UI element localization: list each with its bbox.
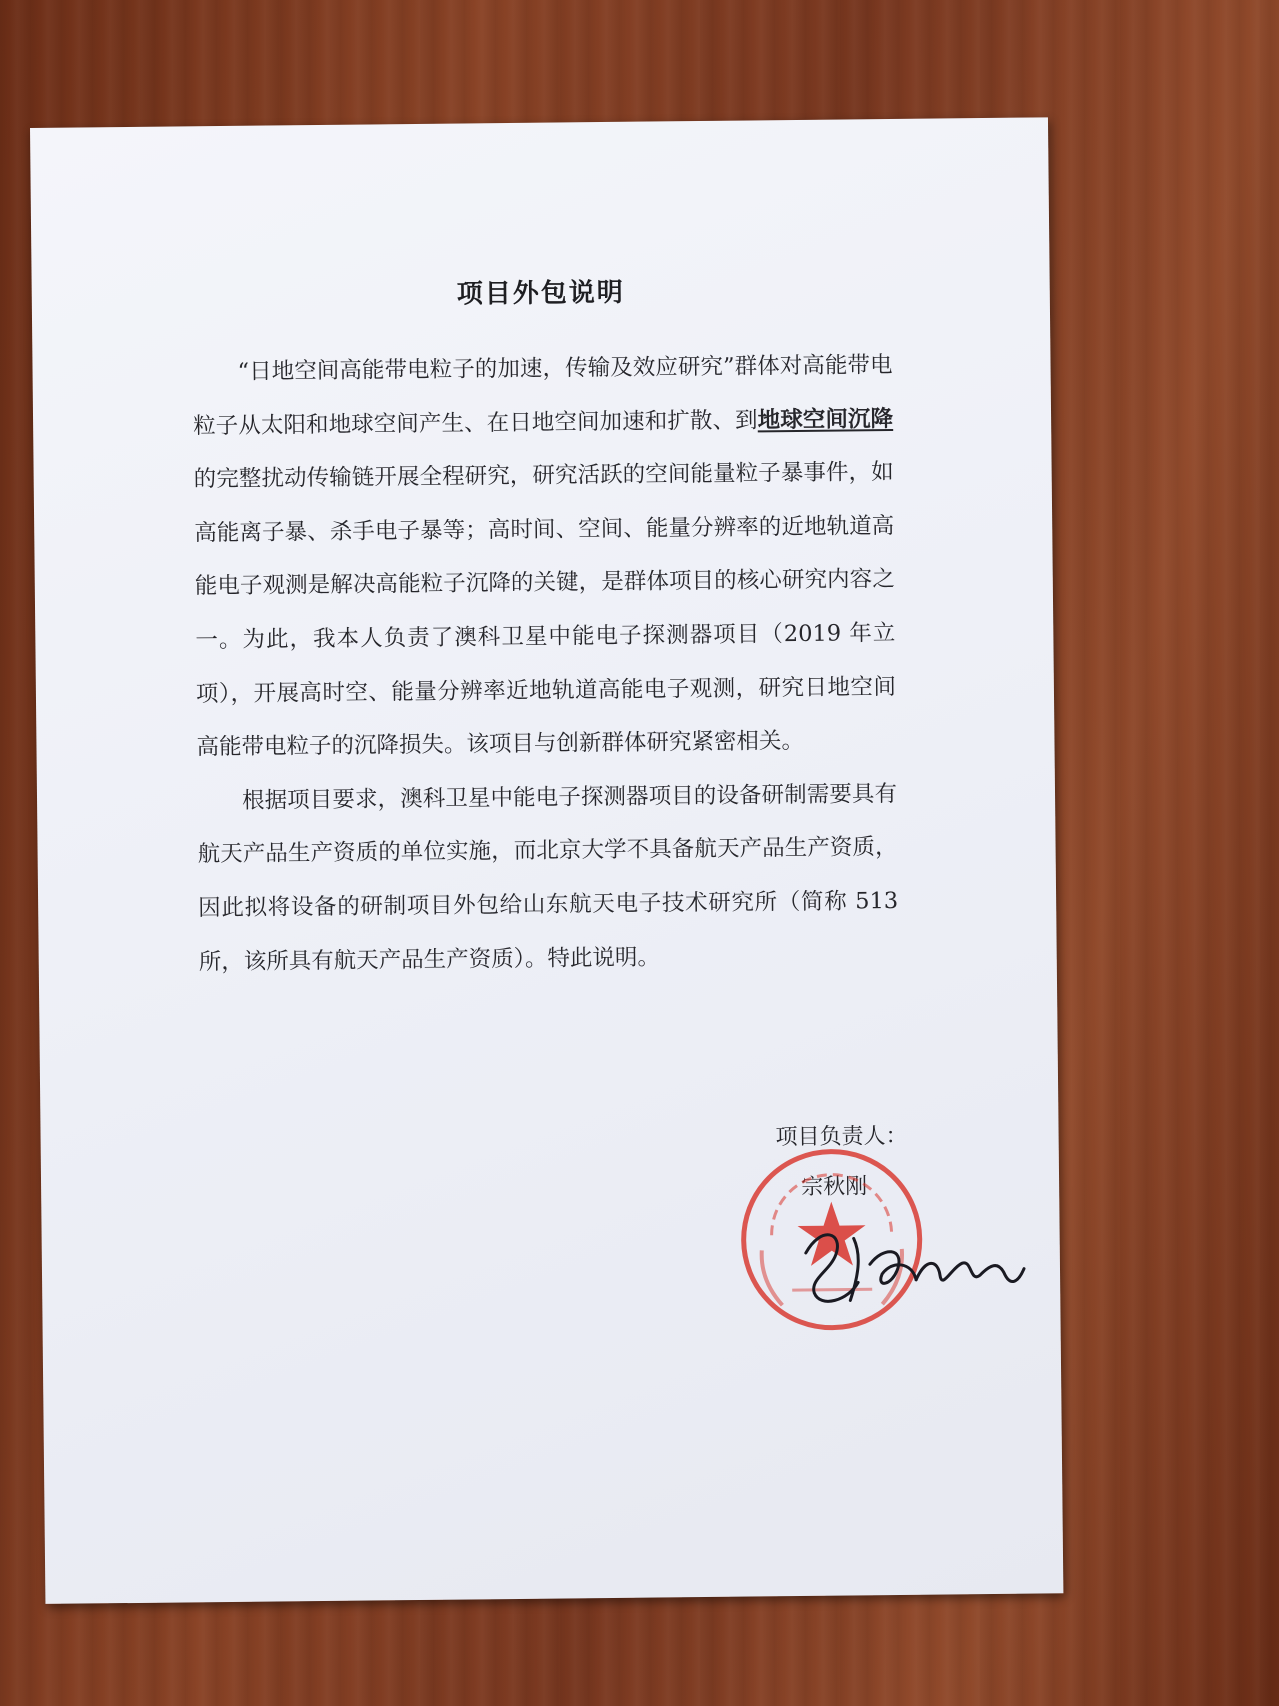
paragraph-1 bbox=[192, 339, 896, 775]
underlined-phrase: 地球空间沉降 bbox=[757, 405, 894, 433]
handwritten-signature-icon bbox=[791, 1203, 1032, 1326]
document-title: 项目外包说明 bbox=[456, 277, 625, 310]
paragraph-1-text-a: “日地空间高能带电粒子的加速，传输及效应研究”群体对高能带电粒子从太阳和地球空间产生、在日地空间加速和扩散、到 bbox=[192, 351, 893, 439]
signer-name: 宗秋刚 bbox=[801, 1174, 868, 1200]
paragraph-2: 根据项目要求，澳科卫星中能电子探测器项目的设备研制需要具有航天产品生产资质的单位实施，而北京大学不具备航天产品生产资质，因此拟将设备的研制项目外包给山东航天电子技术研究所（简称 513 所，该所具有航天产品生产资质）。特此说明。 bbox=[197, 780, 899, 975]
document-body bbox=[192, 339, 899, 989]
paragraph-1-text-b: 的完整扰动传输链开展全程研究，研究活跃的空间能量粒子暴事件，如高能离子暴、杀手电子暴等；高时间、空间、能量分辨率的近地轨道高能电子观测是解决高能粒子沉降的关键，是群体项目的核心研究内容之一。为此，我本人负责了澳科卫星中能电子探测器项目（2019 年立项），开展高时空、能量分辨率近地轨道高能电子观测，研究日地空间高能带电粒子的沉降损失。该项目与创新群体研究紧密相关。 bbox=[193, 459, 897, 761]
signature-label: 项目负责人： bbox=[775, 1123, 908, 1151]
document-paper bbox=[30, 117, 1063, 1604]
